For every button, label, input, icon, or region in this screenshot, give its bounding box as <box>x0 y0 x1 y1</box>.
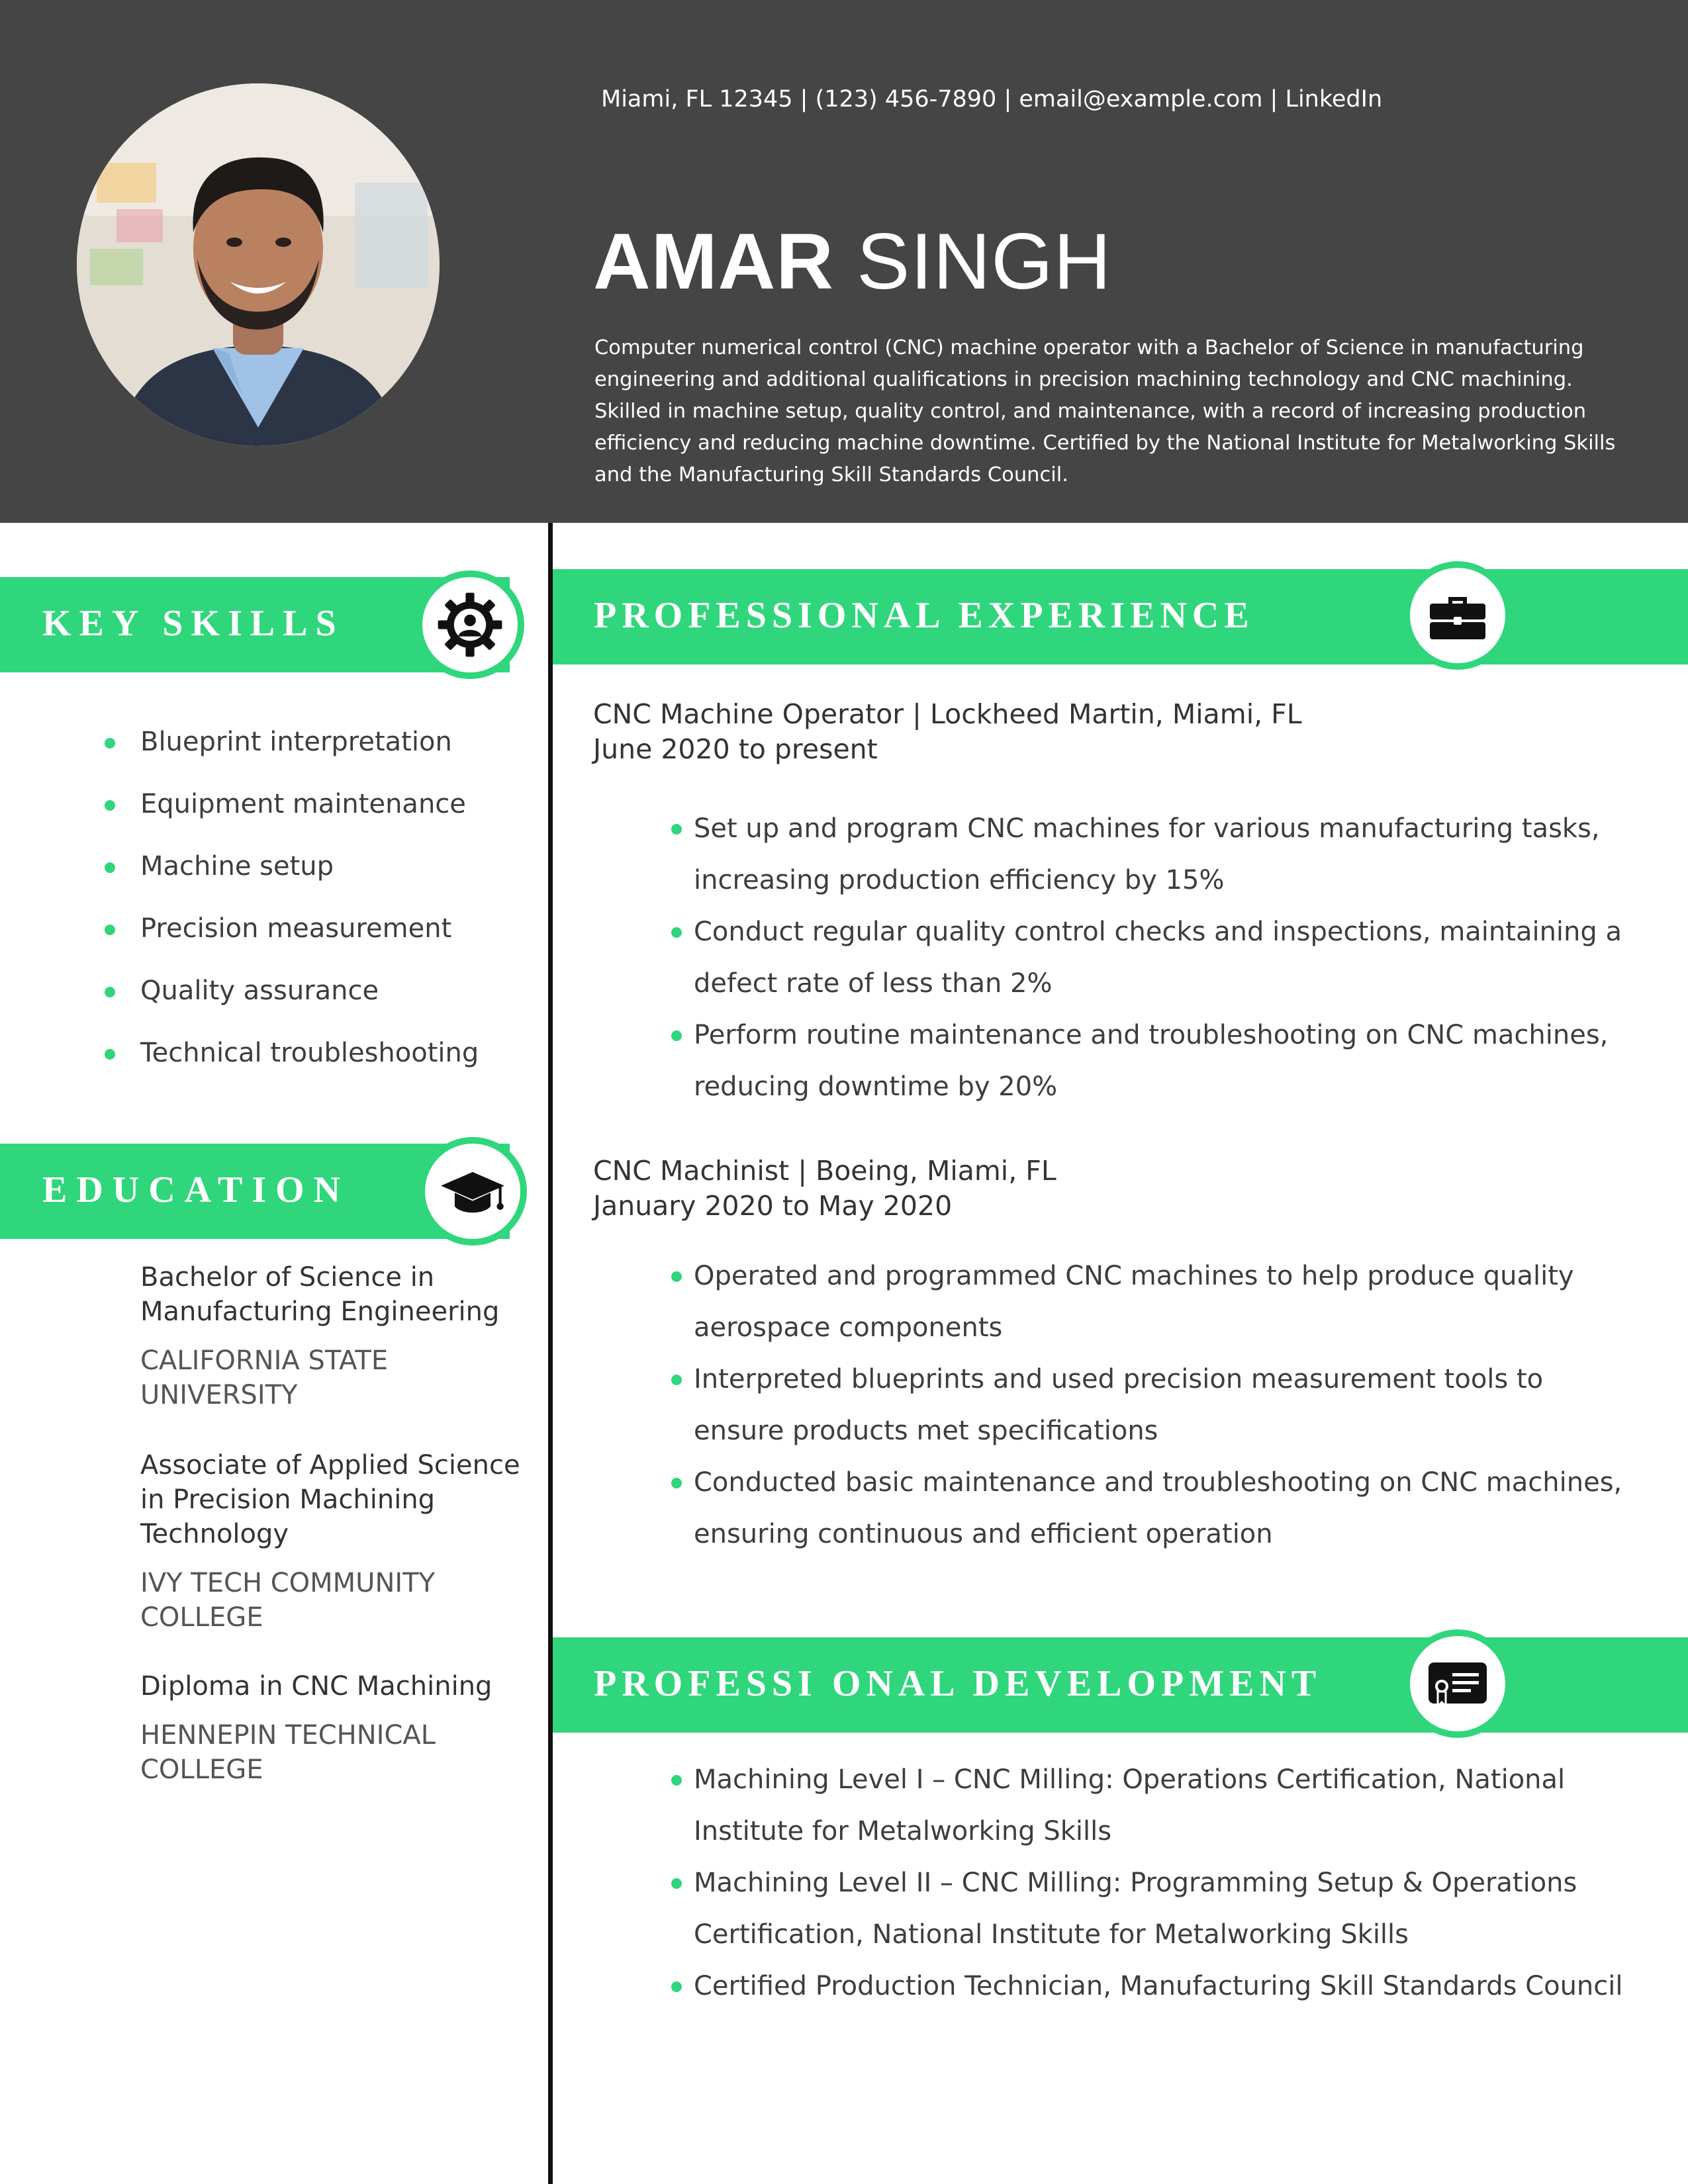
candidate-name <box>593 216 1111 307</box>
list-item: Machining Level II – CNC Milling: Programming Setup & Operations Certification, National Institute for Metalworking Skills <box>669 1857 1628 1960</box>
job-dates: January 2020 to May 2020 <box>593 1190 953 1222</box>
gear-person-icon <box>434 588 506 661</box>
list-item: Conduct regular quality control checks and inspections, maintaining a defect rate of less than 2% <box>669 906 1628 1009</box>
list-item: Precision measurement <box>99 913 479 976</box>
school-name: HENNEPIN TECHNICAL COLLEGE <box>140 1720 436 1785</box>
education-entry <box>140 1669 524 1787</box>
job-role: CNC Machinist | Boeing, Miami, FL <box>593 1155 1056 1187</box>
school-name: CALIFORNIA STATE UNIVERSITY <box>140 1345 389 1410</box>
briefcase-icon <box>1425 582 1491 649</box>
contact-line: Miami, FL 12345 | (123) 456-7890 | email@example.com | LinkedIn <box>601 86 1383 113</box>
degree-name: Associate of Applied Science in Precision Machining Technology <box>140 1450 520 1549</box>
development-icon-badge <box>1403 1629 1512 1738</box>
development-band <box>553 1637 1688 1733</box>
header-banner <box>0 0 1688 523</box>
education-icon-badge <box>418 1137 527 1246</box>
list-item: Perform routine maintenance and troubleshooting on CNC machines, reducing downtime by 20% <box>669 1009 1628 1113</box>
list-item: Quality assurance <box>99 976 479 1038</box>
list-item: Operated and programmed CNC machines to help produce quality aerospace components <box>669 1250 1628 1353</box>
list-item: Machining Level I – CNC Milling: Operations Certification, National Institute for Metalworking Skills <box>669 1754 1628 1857</box>
skills-list <box>99 727 479 1100</box>
list-item: Technical troubleshooting <box>99 1038 479 1100</box>
job-title-line <box>593 1154 1056 1224</box>
key-skills-heading: KEY SKILLS <box>42 603 344 644</box>
degree-name: Bachelor of Science in Manufacturing Engineering <box>140 1262 500 1327</box>
list-item: Machine setup <box>99 851 479 913</box>
list-item: Conducted basic maintenance and troubleshooting on CNC machines, ensuring continuous and efficient operation <box>669 1457 1628 1560</box>
development-bullets <box>669 1754 1628 2012</box>
list-item: Certified Production Technician, Manufacturing Skill Standards Council <box>669 1960 1628 2012</box>
first-name: AMAR <box>593 217 834 306</box>
education-heading: EDUCATION <box>42 1169 350 1210</box>
education-entry <box>140 1260 524 1412</box>
job-role: CNC Machine Operator | Lockheed Martin, Miami, FL <box>593 698 1302 730</box>
profile-photo <box>77 83 440 446</box>
experience-band <box>553 569 1688 664</box>
certificate-icon <box>1425 1651 1491 1717</box>
experience-icon-badge <box>1403 561 1512 670</box>
job-dates: June 2020 to present <box>593 733 878 765</box>
experience-heading: PROFESSIONAL EXPERIENCE <box>594 595 1254 636</box>
degree-name: Diploma in CNC Machining <box>140 1671 492 1702</box>
job-bullets <box>669 803 1628 1113</box>
list-item: Set up and program CNC machines for various manufacturing tasks, increasing production efficiency by 15% <box>669 803 1628 906</box>
list-item: Interpreted blueprints and used precision measurement tools to ensure products met specifications <box>669 1353 1628 1457</box>
professional-summary: Computer numerical control (CNC) machine operator with a Bachelor of Science in manufacturing engineering and additional qualifications in precision machining technology and CNC machining. Skilled in machine setup, quality control, and maintenance, with a record of increasing production efficiency and reducing machine downtime. Certified by the National Institute for Metalworking Skills and the Manufacturing Skill Standards Council. <box>594 336 1616 486</box>
list-item: Blueprint interpretation <box>99 727 479 789</box>
list-item: Equipment maintenance <box>99 789 479 851</box>
skills-icon-badge <box>416 570 524 679</box>
last-name: SINGH <box>857 217 1112 306</box>
graduation-cap-icon <box>438 1157 507 1226</box>
education-entry <box>140 1448 524 1635</box>
development-heading: PROFESSI ONAL DEVELOPMENT <box>594 1663 1322 1704</box>
job-title-line <box>593 697 1302 767</box>
job-bullets <box>669 1250 1628 1560</box>
column-divider <box>548 523 553 2184</box>
school-name: IVY TECH COMMUNITY COLLEGE <box>140 1568 436 1633</box>
